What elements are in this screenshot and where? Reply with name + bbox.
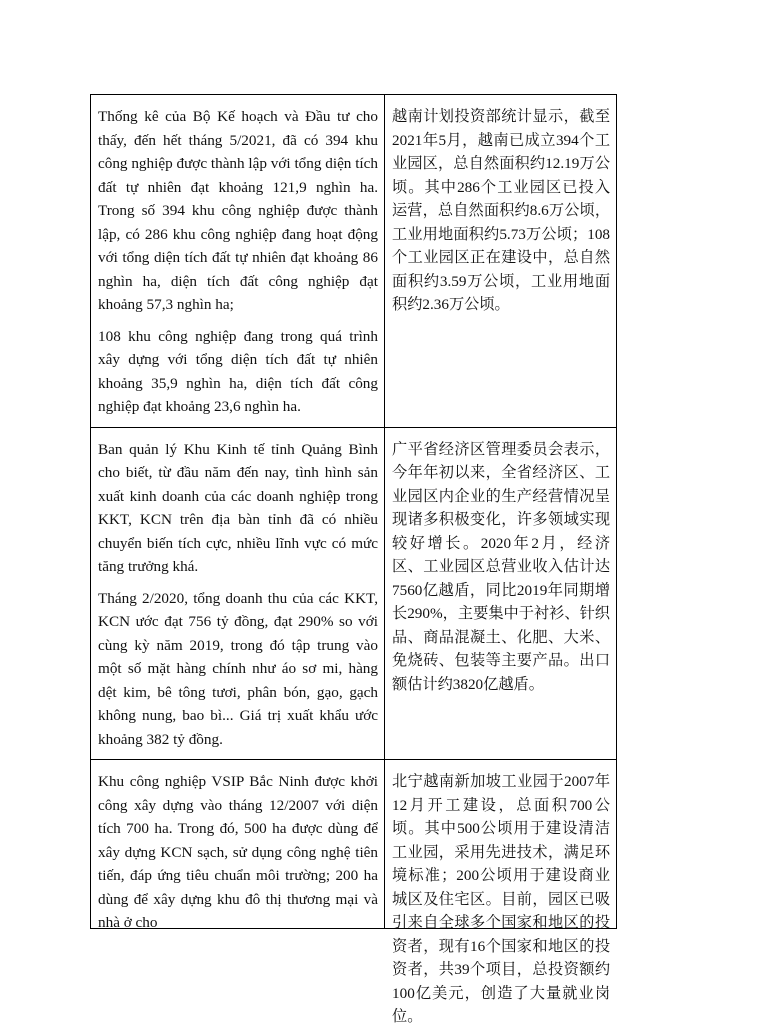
chinese-cell [385,95,617,428]
bilingual-table [90,94,617,1025]
vietnamese-paragraph: Khu công nghiệp VSIP Bắc Ninh được khởi công xây dựng vào tháng 12/2007 với diện tích 700 ha. Trong đó, 500 ha được dùng để xây dựng KCN sạch, sử dụng công nghệ tiên tiến, đáp ứng tiêu chuẩn môi trường; 200 ha dùng để xây dựng khu đô thị thương mại và nhà ở cho [98,773,378,931]
vietnamese-paragraph: Thống kê của Bộ Kế hoạch và Đầu tư cho thấy, đến hết tháng 5/2021, đã có 394 khu công nghiệp được thành lập với tổng diện tích đất tự nhiên đạt khoảng 121,9 nghìn ha. Trong số 394 khu công nghiệp được thành lập, có 286 khu công nghiệp đang hoạt động với tổng diện tích đất tự nhiên đạt khoảng 86 nghìn ha, diện tích đất công nghiệp đạt khoảng 57,3 nghìn ha; [98,108,378,313]
vietnamese-paragraph: Tháng 2/2020, tổng doanh thu của các KKT, KCN ước đạt 756 tỷ đồng, đạt 290% so với cùng kỳ năm 2019, trong đó tập trung vào một số mặt hàng chính như áo sơ mi, hàng dệt kim, bê tông tươi, phân bón, gạo, gạch không nung, bao bì... Giá trị xuất khẩu ước khoảng 382 tỷ đồng. [98,589,378,748]
chinese-paragraph: 广平省经济区管理委员会表示，今年年初以来，全省经济区、工业园区内企业的生产经营情况呈现诸多积极变化，许多领域实现较好增长。2020年2月，经济区、工业园区总营业收入估计达7560亿越盾，同比2019年同期增长290%，主要集中于衬衫、针织品、商品混凝土、化肥、大米、免烧砖、包装等主要产品。出口额估计约3820亿越盾。 [392,440,610,693]
chinese-paragraph: 越南计划投资部统计显示，截至2021年5月，越南已成立394个工业园区，总自然面积约12.19万公顷。其中286个工业园区已投入运营，总自然面积约8.6万公顷，工业用地面积约5.73万公顷；108个工业园区正在建设中，总自然面积约3.59万公顷，工业用地面积约2.36万公顷。 [392,108,610,313]
vietnamese-paragraph: Ban quản lý Khu Kinh tế tỉnh Quảng Bình cho biết, từ đầu năm đến nay, tình hình sản xuất kinh doanh của các doanh nghiệp trong KKT, KCN trên địa bàn tỉnh đã có nhiều chuyển biến tích cực, nhiều lĩnh vực có mức tăng trưởng khá. [98,440,378,575]
vietnamese-paragraph: 108 khu công nghiệp đang trong quá trình xây dựng với tổng diện tích đất tự nhiên khoảng 35,9 nghìn ha, diện tích đất công nghiệp đạt khoảng 23,6 nghìn ha. [98,327,378,415]
vietnamese-cell [91,760,385,929]
chinese-paragraph: 北宁越南新加坡工业园于2007年12月开工建设，总面积700公顷。其中500公顷用于建设清洁工业园，采用先进技术，满足环境标准；200公顷用于建设商业城区及住宅区。目前，园区已吸引来自全球多个国家和地区的投资者，现有16个国家和地区的投资者，共39个项目，总投资额约100亿美元，创造了大量就业岗位。 [392,773,610,1025]
table-row [91,427,617,760]
table-row [91,760,617,929]
table-row [91,95,617,428]
chinese-cell [385,760,617,1025]
vietnamese-cell [91,95,385,428]
vietnamese-cell [91,427,385,760]
chinese-cell [385,427,617,760]
